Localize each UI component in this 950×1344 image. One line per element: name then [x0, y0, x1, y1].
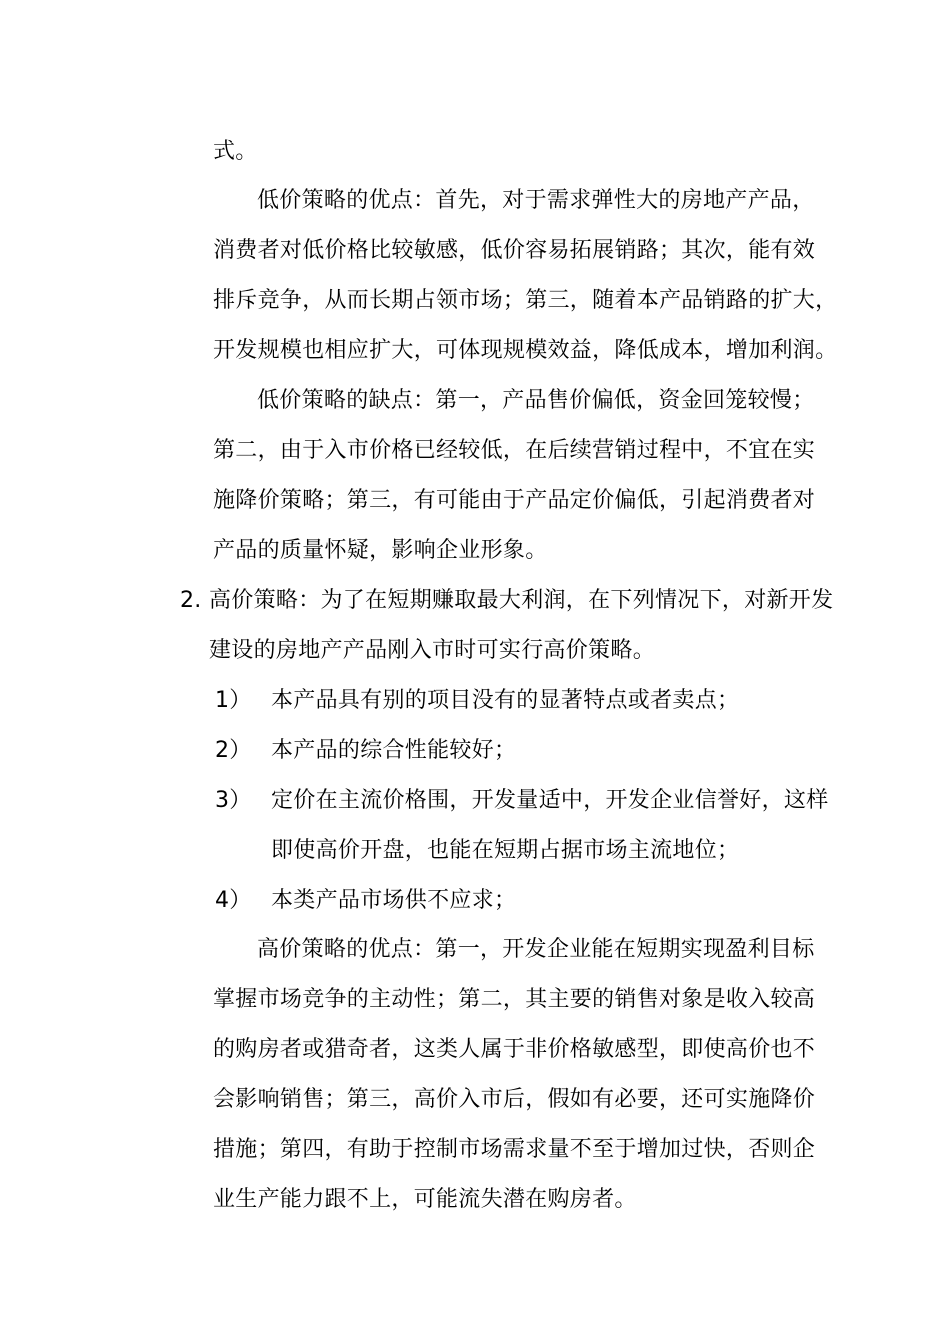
text-line: 低价策略的优点：首先，对于需求弹性大的房地产产品， — [257, 188, 815, 213]
text-line: 会影响销售；第三，高价入市后，假如有必要，还可实施降价 — [213, 1087, 816, 1112]
list-number: 2. — [180, 588, 202, 613]
text-line: 施降价策略；第三，有可能由于产品定价偏低，引起消费者对 — [213, 488, 816, 513]
text-line: 措施；第四，有助于控制市场需求量不至于增加过快，否则企 — [213, 1137, 816, 1162]
text-line: 本产品的综合性能较好； — [271, 738, 517, 763]
text-line: 高价策略：为了在短期赚取最大利润，在下列情况下，对新开发 — [209, 588, 834, 613]
text-line: 的购房者或猎奇者，这类人属于非价格敏感型，即使高价也不 — [213, 1037, 816, 1062]
sub-list-marker: 3） — [215, 788, 252, 813]
text-line: 本产品具有别的项目没有的显著特点或者卖点； — [271, 688, 740, 713]
text-line: 第二，由于入市价格已经较低，在后续营销过程中，不宜在实 — [213, 438, 816, 463]
text-line: 建设的房地产产品刚入市时可实行高价策略。 — [209, 638, 656, 663]
text-line: 本类产品市场供不应求； — [271, 888, 517, 913]
text-line: 产品的质量怀疑，影响企业形象。 — [213, 538, 548, 563]
sub-list-marker: 2） — [215, 738, 252, 763]
text-line: 定价在主流价格围，开发量适中，开发企业信誉好，这样 — [271, 788, 829, 813]
text-line: 式。 — [213, 139, 258, 164]
text-line: 消费者对低价格比较敏感，低价容易拓展销路；其次，能有效 — [213, 238, 816, 263]
text-line: 掌握市场竞争的主动性；第二，其主要的销售对象是收入较高 — [213, 987, 816, 1012]
text-line: 高价策略的优点：第一，开发企业能在短期实现盈利目标 — [257, 937, 815, 962]
text-line: 排斥竞争，从而长期占领市场；第三，随着本产品销路的扩大， — [213, 288, 838, 313]
sub-list-marker: 4） — [215, 888, 252, 913]
text-line: 低价策略的缺点：第一，产品售价偏低，资金回笼较慢； — [257, 388, 815, 413]
sub-list-marker: 1） — [215, 688, 252, 713]
text-line: 开发规模也相应扩大，可体现规模效益，降低成本，增加利润。 — [213, 338, 838, 363]
text-line: 业生产能力跟不上，可能流失潜在购房者。 — [213, 1187, 637, 1212]
text-line: 即使高价开盘，也能在短期占据市场主流地位； — [271, 838, 740, 863]
